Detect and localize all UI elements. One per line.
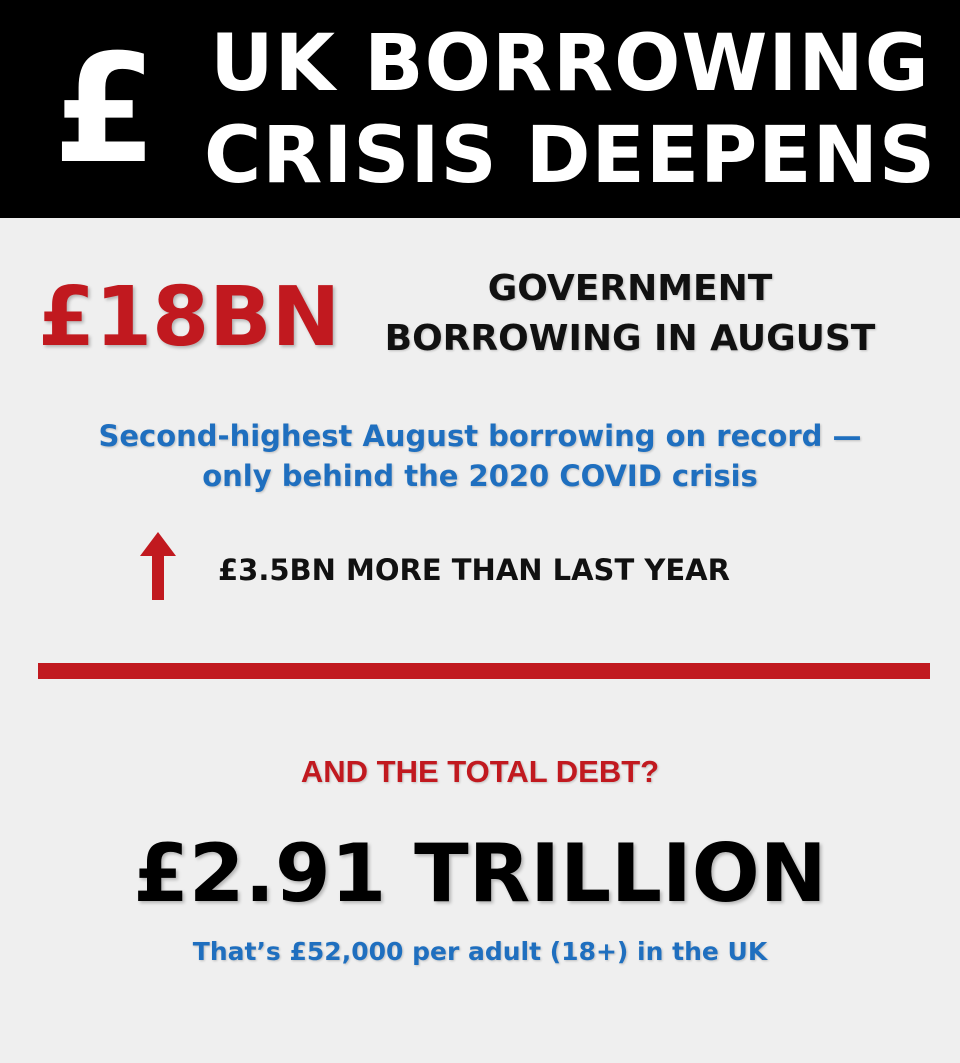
total-debt-amount: £2.91 TRILLION	[133, 827, 827, 920]
record-note-line-1: Second-highest August borrowing on record —	[98, 419, 862, 453]
headline-line-1: UK BORROWING	[210, 19, 930, 109]
increase-text: £3.5BN MORE THAN LAST YEAR	[218, 553, 730, 587]
record-note-line-2: only behind the 2020 COVID crisis	[202, 459, 758, 493]
borrowing-amount: £18BN	[38, 270, 341, 365]
header-band	[0, 0, 960, 218]
borrowing-caption-line-1: GOVERNMENT	[487, 268, 773, 309]
per-adult-note: That’s £52,000 per adult (18+) in the UK	[192, 937, 768, 966]
section-divider	[38, 663, 930, 679]
pound-sign-icon: £	[52, 23, 158, 197]
borrowing-caption-line-2: BORROWING IN AUGUST	[384, 318, 876, 359]
borrowing-caption	[340, 264, 920, 364]
record-note	[20, 416, 940, 496]
headline-line-2: CRISIS DEEPENS	[203, 111, 937, 201]
headline	[200, 18, 940, 202]
total-debt-question: AND THE TOTAL DEBT?	[300, 754, 660, 789]
up-arrow-icon	[140, 532, 176, 600]
